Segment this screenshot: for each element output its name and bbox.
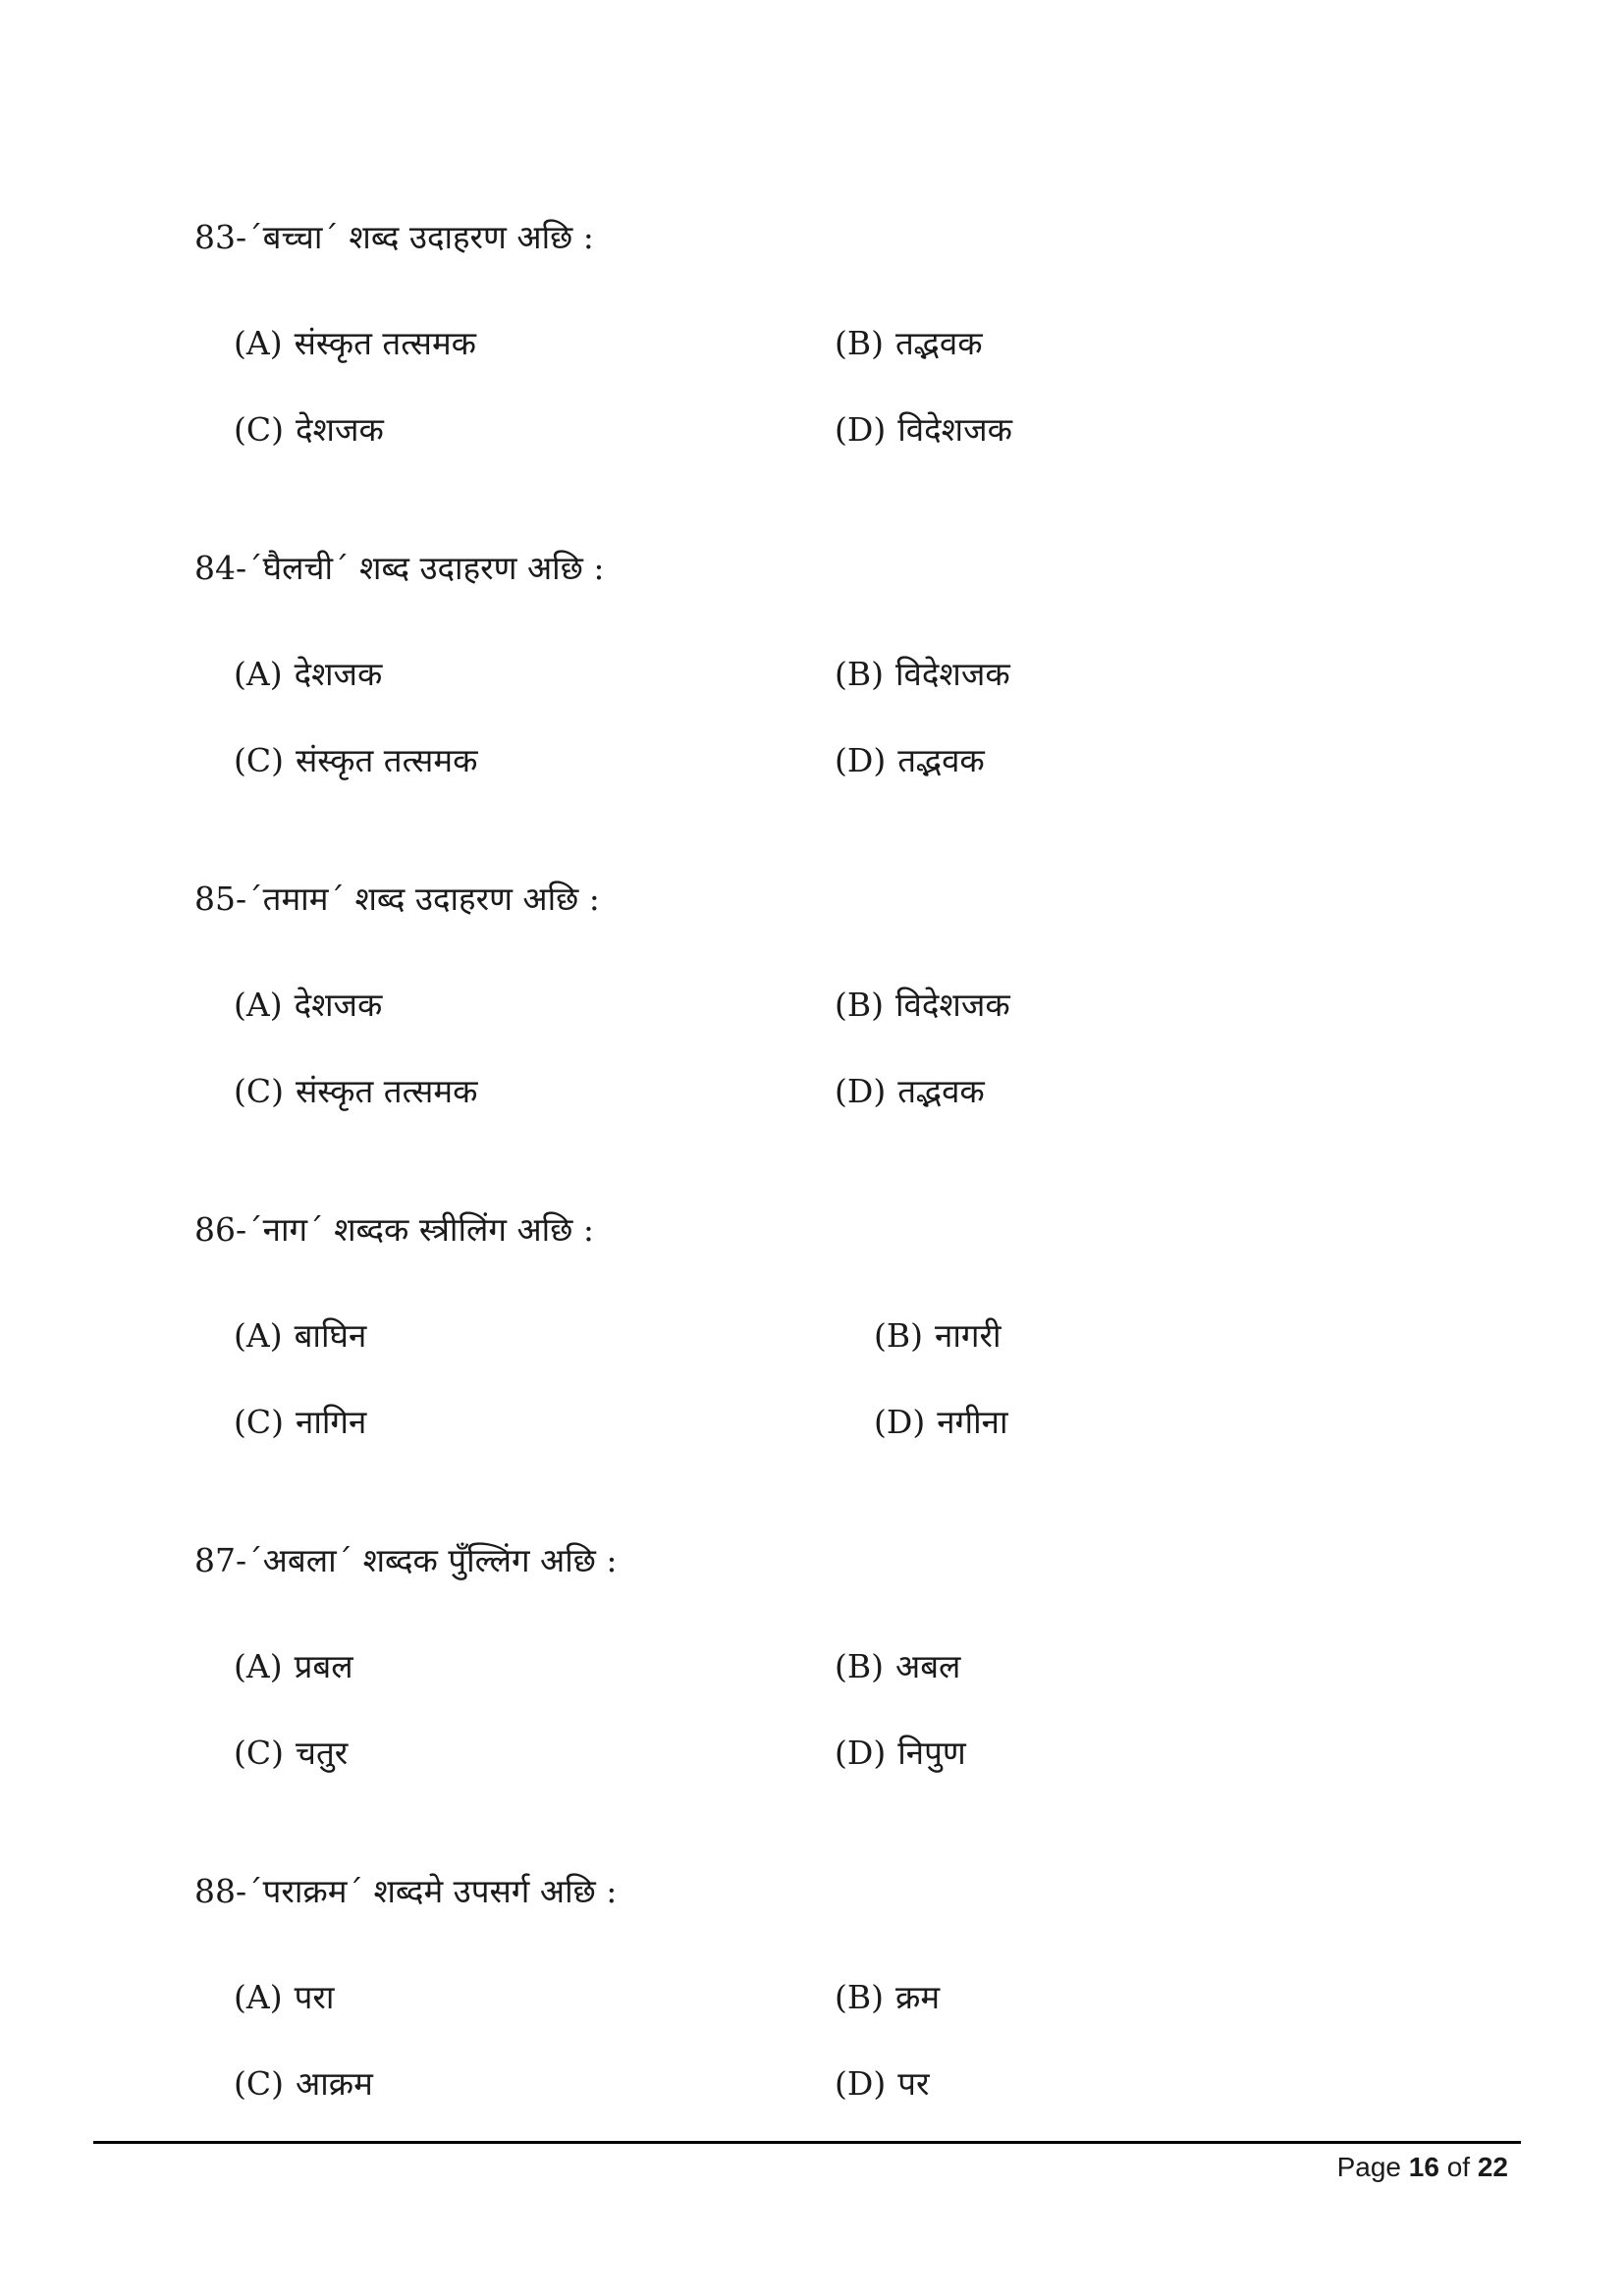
option-d: [874, 1401, 1008, 1444]
option-letter: (C): [234, 741, 284, 779]
question-stem: 85-´तमाम´ शब्द उदाहरण अछि :: [194, 880, 600, 918]
option-letter: (B): [835, 324, 884, 362]
current-page: 16: [1408, 2152, 1439, 2182]
option-letter: (A): [234, 1647, 283, 1685]
option-text: संस्कृत तत्समक: [296, 1072, 478, 1110]
options-grid: [194, 921, 1471, 1110]
option-d: [835, 1070, 985, 1113]
option-text: निपुण: [897, 1734, 966, 1772]
option-letter: (B): [835, 655, 884, 693]
options-grid: [194, 1252, 1471, 1441]
option-letter: (B): [835, 1647, 884, 1685]
option-text: पर: [897, 2064, 930, 2103]
option-c: [234, 1070, 477, 1113]
options-grid: [194, 259, 1471, 449]
question-85: [194, 878, 1471, 1110]
option-text: बाघिन: [294, 1316, 367, 1355]
total-pages: 22: [1477, 2152, 1508, 2182]
option-d: [835, 739, 985, 782]
footer-divider: [93, 2141, 1521, 2144]
option-text: देशजक: [294, 986, 383, 1024]
option-text: नागिन: [296, 1403, 367, 1441]
option-text: संस्कृत तत्समक: [294, 324, 477, 362]
question-stem: 88-´पराक्रम´ शब्दमे उपसर्ग अछि :: [194, 1872, 618, 1910]
option-b: [835, 1976, 940, 2019]
option-letter: (B): [835, 986, 884, 1024]
option-text: तद्भवक: [897, 741, 985, 779]
question-88: [194, 1870, 1471, 2103]
question-stem: 87-´अबला´ शब्दक पुँल्लिंग अछि :: [194, 1541, 618, 1579]
options-grid: [194, 1913, 1471, 2103]
option-text: चतुर: [296, 1734, 349, 1772]
option-text: नागरी: [935, 1316, 1001, 1355]
option-text: अबल: [895, 1647, 961, 1685]
option-letter: (C): [234, 1734, 284, 1772]
option-b: [835, 984, 1010, 1027]
option-a: [234, 984, 382, 1027]
option-letter: (D): [835, 1072, 887, 1110]
question-stem: 84-´घैलची´ शब्द उदाहरण अछि :: [194, 549, 605, 587]
option-text: विदेशजक: [897, 410, 1012, 449]
option-letter: (D): [835, 2064, 887, 2103]
option-text: देशजक: [296, 410, 384, 449]
option-a: [234, 322, 476, 365]
option-letter: (A): [234, 986, 283, 1024]
option-c: [234, 408, 384, 452]
option-letter: (D): [835, 741, 887, 779]
option-letter: (D): [835, 1734, 887, 1772]
option-letter: (A): [234, 1316, 283, 1355]
option-text: विदेशजक: [895, 986, 1010, 1024]
option-text: नगीना: [937, 1403, 1008, 1441]
option-d: [835, 2062, 929, 2106]
option-letter: (D): [835, 410, 887, 449]
option-b: [835, 653, 1010, 696]
question-stem: 83-´बच्चा´ शब्द उदाहरण अछि :: [194, 218, 594, 256]
question-86: [194, 1208, 1471, 1441]
of-label: of: [1446, 2152, 1471, 2182]
option-c: [234, 1732, 348, 1775]
option-text: विदेशजक: [895, 655, 1010, 693]
option-letter: (A): [234, 655, 283, 693]
option-letter: (C): [234, 2064, 284, 2103]
option-c: [234, 739, 477, 782]
option-b: [874, 1314, 1001, 1358]
option-text: देशजक: [294, 655, 383, 693]
option-text: प्रबल: [294, 1647, 353, 1685]
option-letter: (B): [874, 1316, 923, 1355]
page-number: [1337, 2150, 1508, 2185]
option-b: [835, 1645, 960, 1688]
option-letter: (C): [234, 1072, 284, 1110]
option-a: [234, 1645, 353, 1688]
option-letter: (C): [234, 1403, 284, 1441]
option-b: [835, 322, 983, 365]
option-text: आक्रम: [296, 2064, 373, 2103]
option-c: [234, 1401, 366, 1444]
option-d: [835, 408, 1012, 452]
option-a: [234, 1976, 334, 2019]
option-a: [234, 1314, 366, 1358]
question-83: [194, 216, 1471, 449]
question-87: [194, 1539, 1471, 1772]
option-letter: (C): [234, 410, 284, 449]
option-text: परा: [294, 1978, 335, 2016]
page-label: Page: [1336, 2152, 1401, 2182]
option-letter: (A): [234, 324, 283, 362]
option-c: [234, 2062, 373, 2106]
option-d: [835, 1732, 966, 1775]
options-grid: [194, 1582, 1471, 1772]
option-text: तद्भवक: [895, 324, 983, 362]
option-text: संस्कृत तत्समक: [296, 741, 478, 779]
question-stem: 86-´नाग´ शब्दक स्त्रीलिंग अछि :: [194, 1210, 594, 1249]
option-letter: (D): [874, 1403, 926, 1441]
option-a: [234, 653, 382, 696]
option-text: क्रम: [895, 1978, 941, 2016]
options-grid: [194, 590, 1471, 779]
option-text: तद्भवक: [897, 1072, 985, 1110]
option-letter: (B): [835, 1978, 884, 2016]
option-letter: (A): [234, 1978, 283, 2016]
question-84: [194, 547, 1471, 779]
